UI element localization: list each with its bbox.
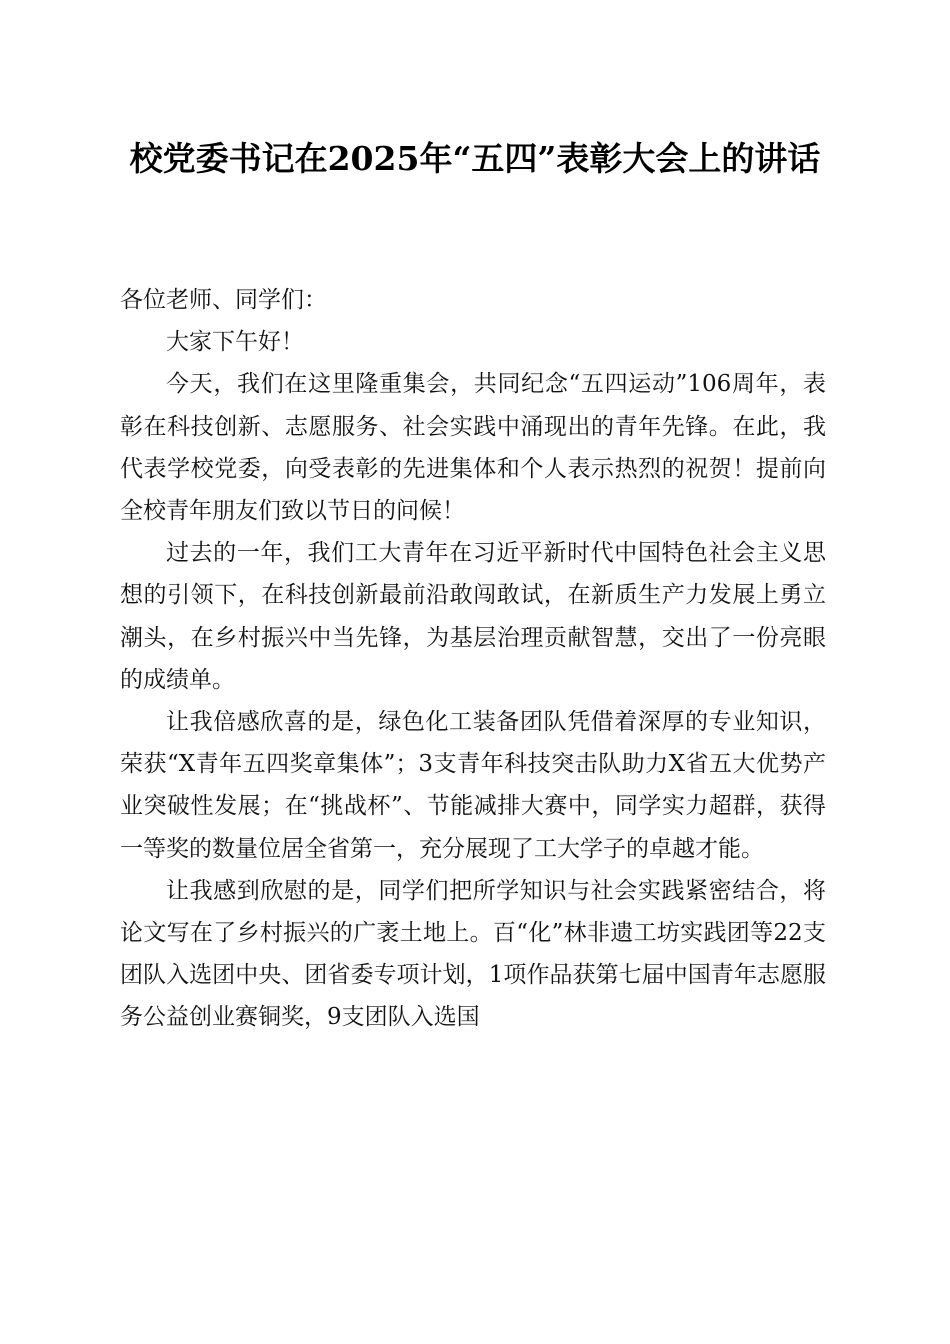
- paragraph-greeting: 大家下午好！: [166, 329, 304, 356]
- paragraph-achievements: 让我倍感欣喜的是，绿色化工装备团队凭借着深厚的专业知识，荣获“X青年五四奖章集体”；3支青年科技突击队助力X省五大优势产业突破性发展；在“挑战杯”、节能减排大赛中，同学实力超群，获得一等奖的数量位居全省第一，充分展现了工大学子的卓越才能。: [120, 709, 826, 862]
- paragraph-past-year: 过去的一年，我们工大青年在习近平新时代中国特色社会主义思想的引领下，在科技创新最前沿敢闯敢试，在新质生产力发展上勇立潮头，在乡村振兴中当先锋，为基层治理贡献智慧，交出了一份亮眼的成绩单。: [120, 540, 826, 693]
- document-title: 校党委书记在2025年“五四”表彰大会上的讲话: [129, 139, 821, 178]
- salutation: 各位老师、同学们：: [120, 287, 327, 313]
- paragraph-opening: 今天，我们在这里隆重集会，共同纪念“五四运动”106周年，表彰在科技创新、志愿服务、社会实践中涌现出的青年先锋。在此，我代表学校党委，向受表彰的先进集体和个人表示热烈的祝贺！提前向全校青年朋友们致以节日的问候！: [120, 371, 826, 525]
- paragraph-social-practice: 让我感到欣慰的是，同学们把所学知识与社会实践紧密结合，将论文写在了乡村振兴的广袤土地上。百“化”林非遗工坊实践团等22支团队入选团中央、团省委专项计划，1项作品获第七届中国青年志愿服务公益创业赛铜奖，9支团队入选国: [120, 877, 826, 1031]
- document-body: [120, 279, 826, 1039]
